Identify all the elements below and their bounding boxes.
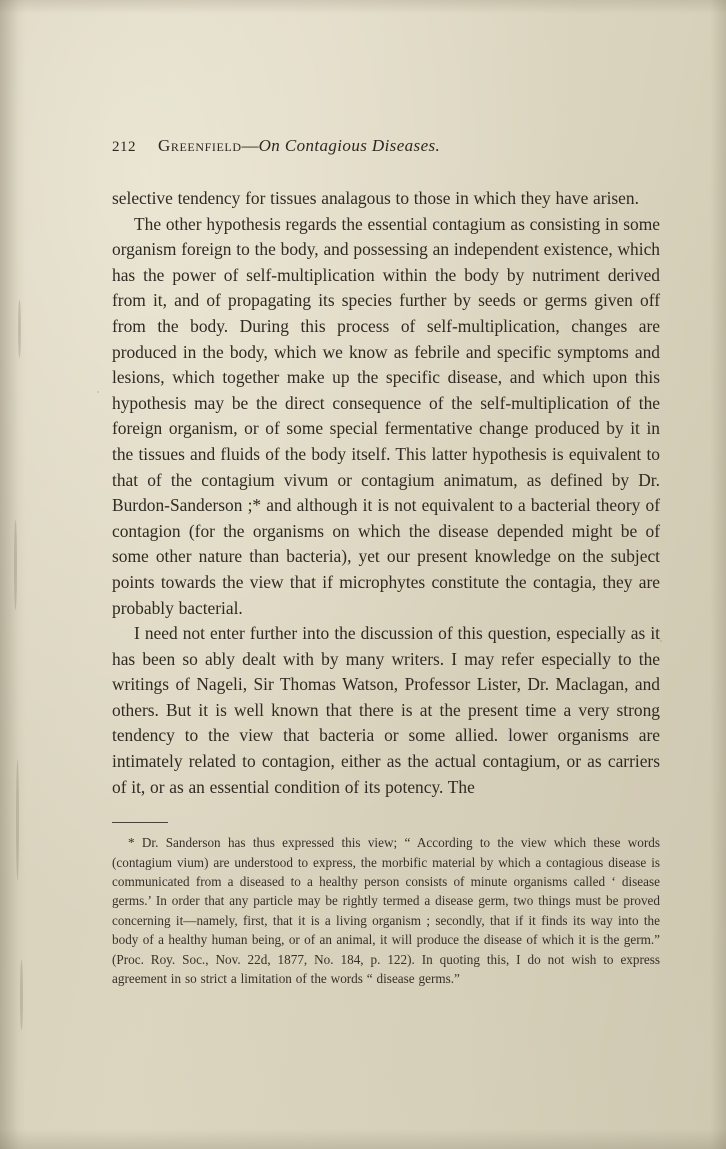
paper-speckle xyxy=(20,960,23,1030)
paper-speckle xyxy=(97,391,99,393)
running-head-author: Greenfield xyxy=(158,136,242,155)
paragraph: I need not enter further into the discussion of this question, especially as it has been so ably dealt with by many writers. I may refer especially to the writings of Nageli, Sir Thomas Watson, Professor Lister, Dr. Maclagan, and others. But it is well known that there is at the present time a very strong tendency to the view that bacteria or some allied. lower organisms are intimately related to contagion, either as the actual contagium, or as carriers of it, or as an essential condition of its potency. The xyxy=(112,623,660,797)
running-head-title xyxy=(158,136,440,156)
paper-speckle xyxy=(18,300,21,358)
paragraph: The other hypothesis regards the essential contagium as consisting in some organism foreign to the body, and possessing an independent existence, which has the power of self-multiplication within the body by nutriment derived from it, and of propagating its species further by seeds or germs given off from the body. During this process of self-multiplication, changes are produced in the body, which we know as febrile and specific symptoms and lesions, which together make up the specific disease, and which upon this hypothesis may be the direct consequence of the self-multiplication of the foreign organism, or of some special fermentative change produced by it in the tissues and fluids of the body itself. This latter hypothesis is equivalent to that of the contagium vivum or contagium animatum, as defined by Dr. Burdon-Sanderson ;* and although it is not equivalent to a bacterial theory of contagion (for the organisms on which the disease depended might be of some other nature than bacteria), yet our present knowledge on the subject points towards the view that if microphytes constitute the contagia, they are probably bacterial. xyxy=(112,213,660,618)
paper-speckle xyxy=(16,760,19,880)
footnote-rule xyxy=(112,822,168,823)
page-number: 212 xyxy=(112,139,136,155)
footnote: * Dr. Sanderson has thus expressed this view; “ According to the view which these words (contagium vium) are understood to express, the morbific material by which a contagious disease is communicated from a diseased to a healthy person consists of minute organisms called ‘ disease germs.’ In order that any particle may be rightly termed a disease germ, two things must be proved concerning it—namely, first, that it is a living organism ; secondly, that if it finds its way into the body of a healthy human being, or of an animal, it will produce the disease of which it is the germ.” (Proc. Roy. Soc., Nov. 22d, 1877, No. 184, p. 122). In quoting this, I do not wish to express agreement in so strict a limitation of the words “ disease germs.” xyxy=(112,835,660,987)
running-head xyxy=(112,136,660,156)
paper-speckle xyxy=(14,520,17,610)
page-edge-bottom xyxy=(0,1129,726,1149)
page-edge-top xyxy=(0,0,726,14)
running-head-work-title: On Contagious Diseases. xyxy=(258,136,441,155)
paper-speckle xyxy=(660,640,662,642)
page-content xyxy=(112,136,660,989)
page-edge-right xyxy=(710,0,726,1149)
running-head-dash: — xyxy=(241,136,259,155)
paragraph: selective tendency for tissues analagous to those in which they have arisen. xyxy=(112,188,639,208)
